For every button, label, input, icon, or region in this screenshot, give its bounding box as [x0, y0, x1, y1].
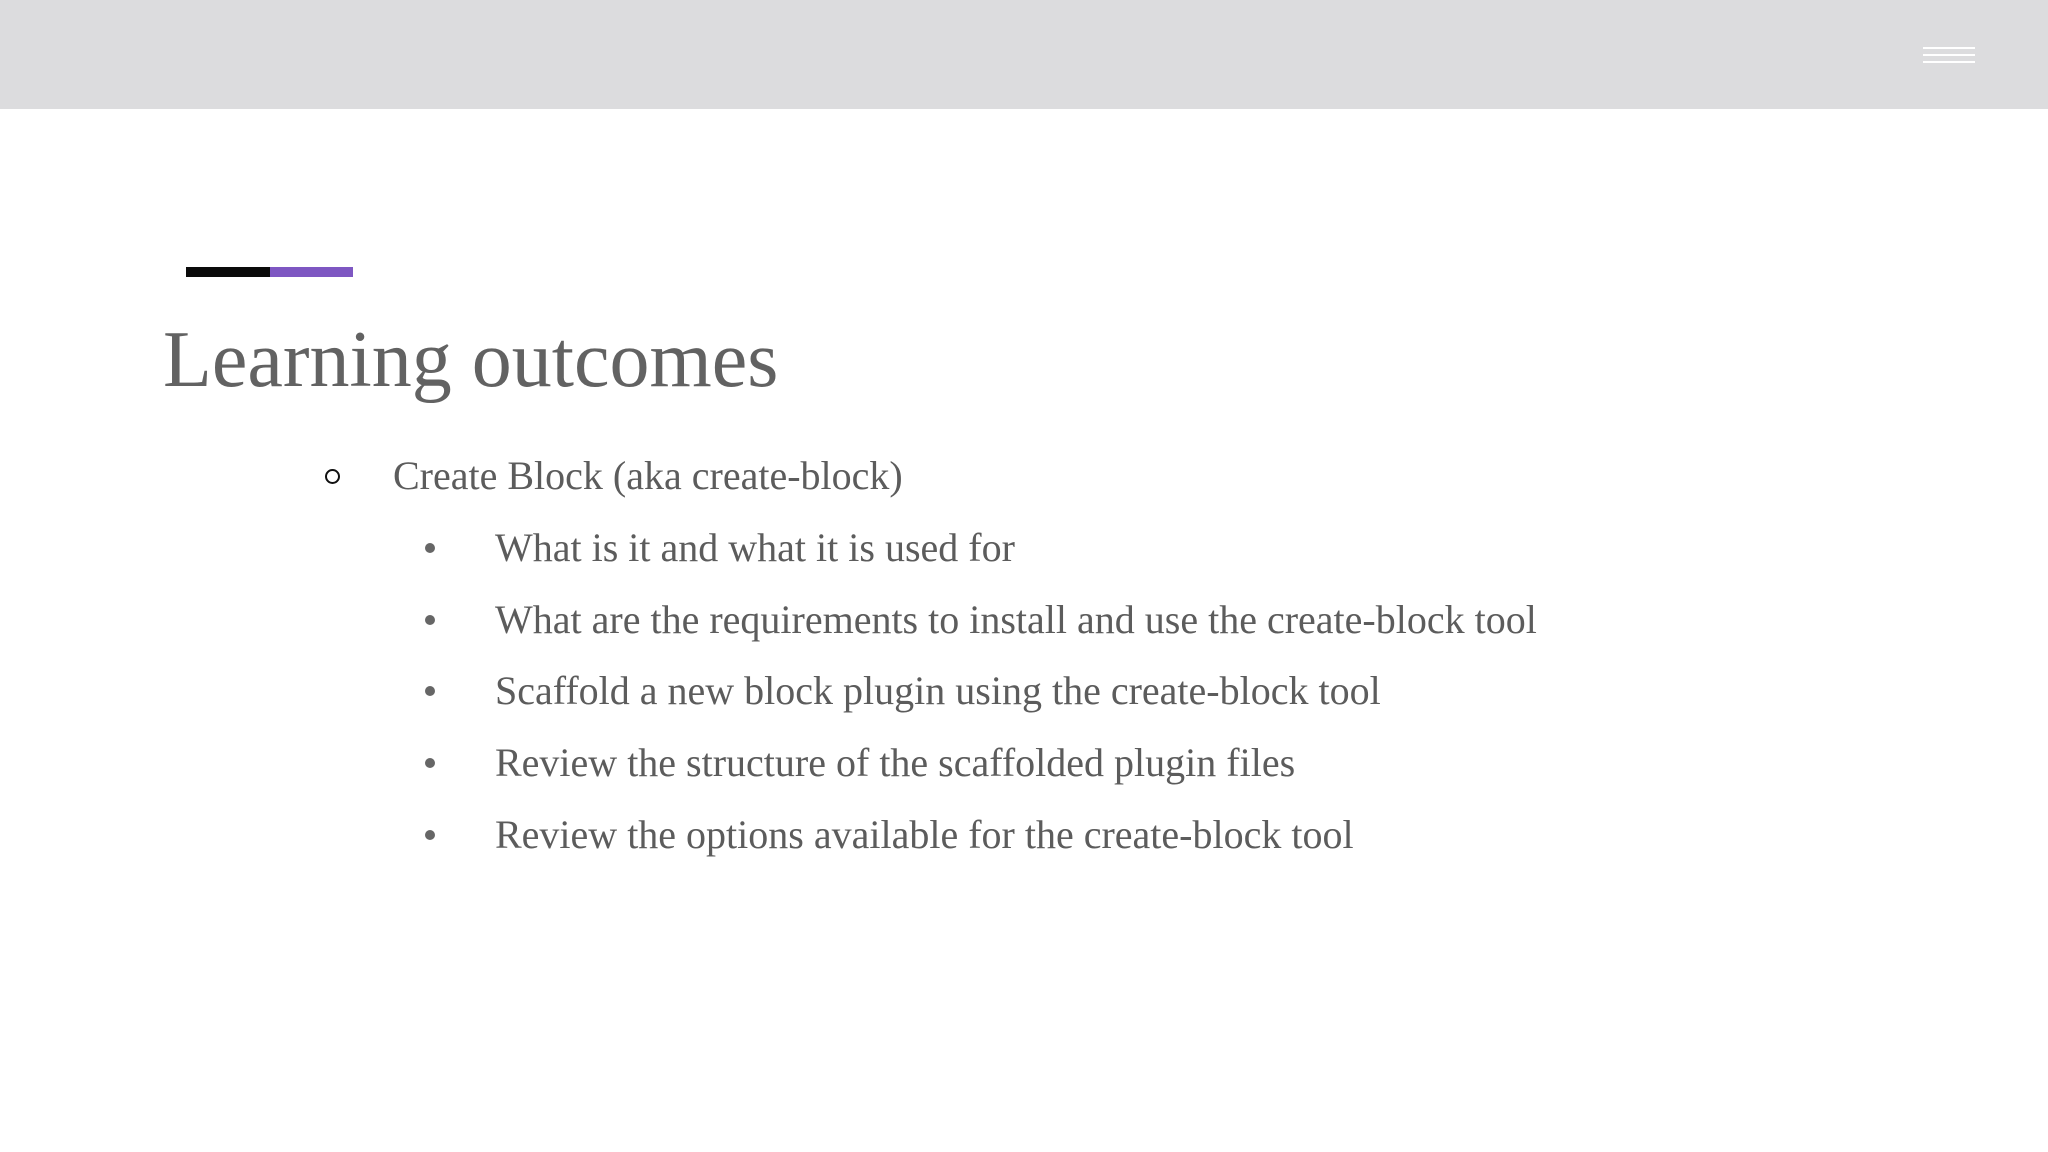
menu-line — [1923, 61, 1975, 63]
list-item-text: Review the options available for the create-block tool — [495, 812, 1354, 857]
bullet-dot-icon — [425, 543, 435, 553]
bullet-dot-icon — [425, 830, 435, 840]
hamburger-menu-icon[interactable] — [1923, 44, 1975, 66]
title-accent-rule — [186, 267, 353, 277]
outline-heading-text: Create Block (aka create-block) — [393, 453, 903, 498]
slide-title: Learning outcomes — [163, 316, 779, 404]
list-item-text: Scaffold a new block plugin using the create-block tool — [495, 668, 1381, 713]
accent-rule-purple-segment — [270, 267, 353, 277]
accent-rule-dark-segment — [186, 267, 270, 277]
bullet-dot-icon — [425, 615, 435, 625]
bullet-dot-icon — [425, 758, 435, 768]
menu-line — [1923, 47, 1975, 49]
list-item-text: Review the structure of the scaffolded plugin files — [495, 740, 1296, 785]
list-item-text: What are the requirements to install and use the create-block tool — [495, 597, 1537, 642]
list-item-text: What is it and what it is used for — [495, 525, 1015, 570]
hollow-circle-bullet-icon — [325, 469, 340, 484]
top-bar — [0, 0, 2048, 109]
bullet-dot-icon — [425, 686, 435, 696]
menu-line — [1923, 54, 1975, 56]
